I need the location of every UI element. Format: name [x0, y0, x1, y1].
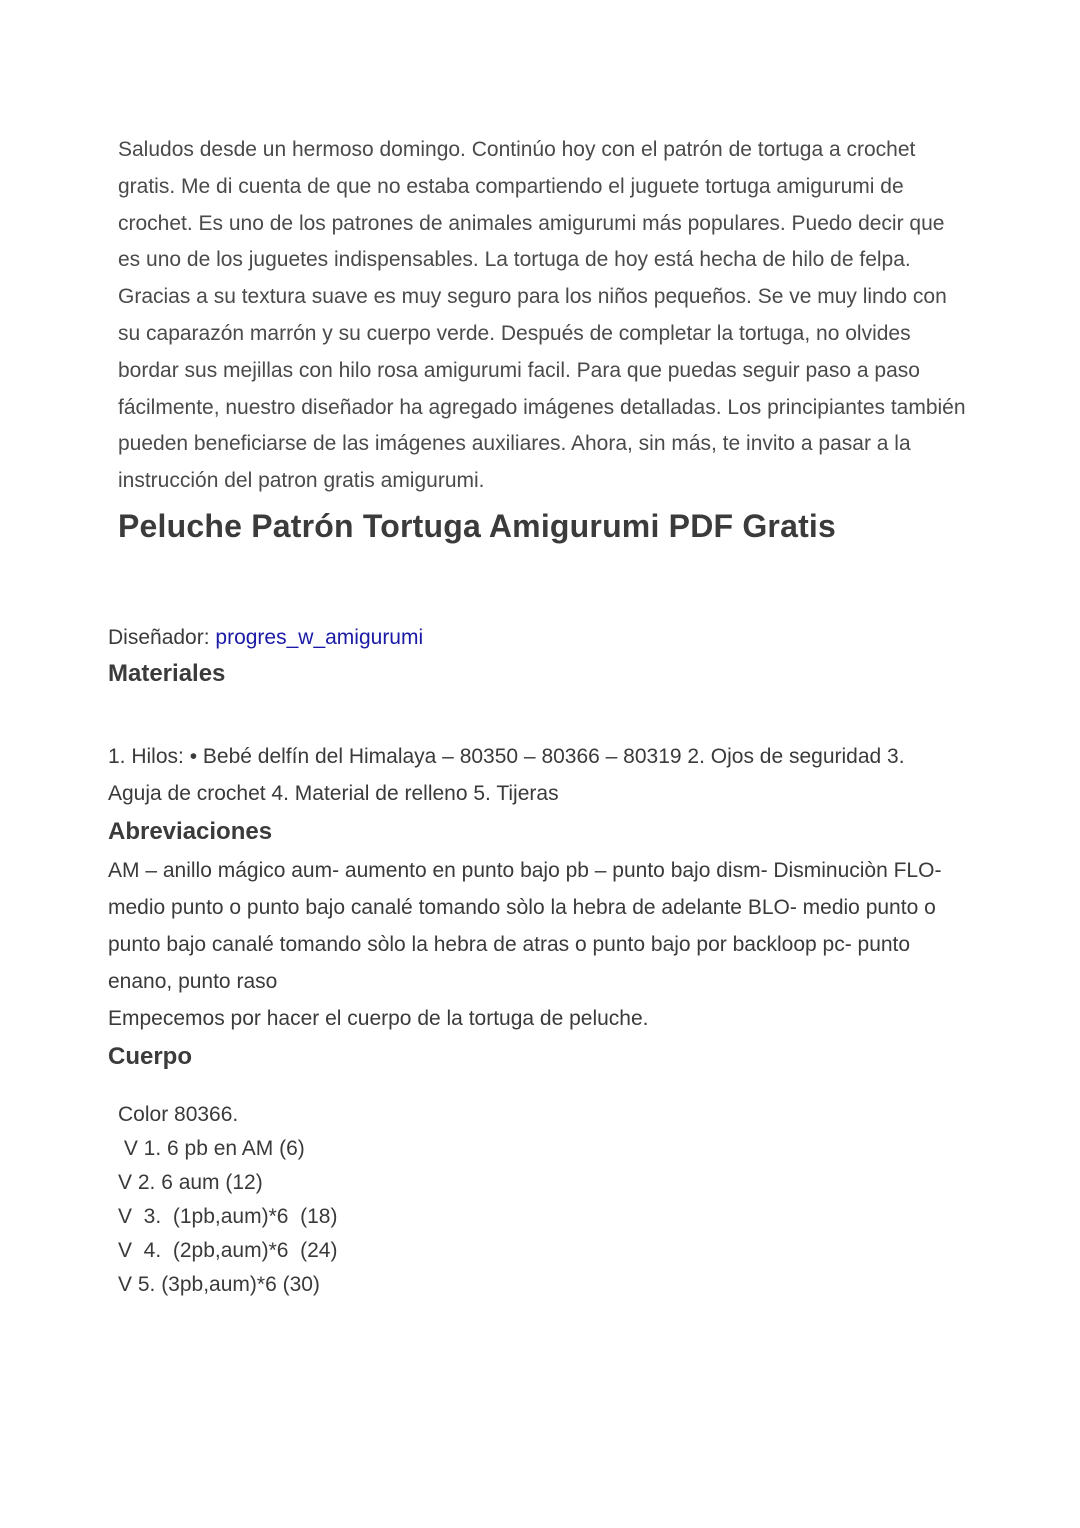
round-line: Color 80366. [118, 1103, 239, 1126]
body-rounds-list [118, 1098, 337, 1302]
round-line: V 2. 6 aum (12) [118, 1171, 263, 1194]
body-heading: Cuerpo [108, 1043, 192, 1070]
round-line: V 1. 6 pb en AM (6) [118, 1137, 305, 1160]
materials-text: 1. Hilos: • Bebé delfín del Himalaya – 80350 – 80366 – 80319 2. Ojos de seguridad 3. Aguja de crochet 4. Material de relleno 5. Tijeras [108, 745, 905, 805]
designer-link[interactable]: progres_w_amigurumi [215, 626, 424, 649]
round-line: V 4. (2pb,aum)*6 (24) [118, 1239, 338, 1262]
materials-heading: Materiales [108, 660, 226, 687]
round-line: V 3. (1pb,aum)*6 (18) [118, 1205, 338, 1228]
intro-paragraph: Saludos desde un hermoso domingo. Continúo hoy con el patrón de tortuga a crochet gratis. Me di cuenta de que no estaba compartiendo el juguete tortuga amigurumi de crochet. Es uno de los patrones de animales amigurumi más populares. Puedo decir que es uno de los juguetes indispensables. La tortuga de hoy está hecha de hilo de felpa. Gracias a su textura suave es muy seguro para los niños pequeños. Se ve muy lindo con su caparazón marrón y su cuerpo verde. Después de completar la tortuga, no olvides bordar sus mejillas con hilo rosa amigurumi facil. Para que puedas seguir paso a paso fácilmente, nuestro diseñador ha agregado imágenes detalladas. Los principiantes también pueden beneficiarse de las imágenes auxiliares. Ahora, sin más, te invito a pasar a la instrucción del patron gratis amigurumi. [118, 138, 966, 493]
page-title: Peluche Patrón Tortuga Amigurumi PDF Gratis [118, 508, 837, 544]
designer-line [108, 626, 423, 650]
round-line: V 5. (3pb,aum)*6 (30) [118, 1273, 320, 1296]
abbreviations-text: AM – anillo mágico aum- aumento en punto bajo pb – punto bajo dism- Disminuciòn FLO- medio punto o punto bajo canalé tomando sòlo la hebra de adelante BLO- medio punto o punto bajo canalé tomando sòlo la hebra de atras o punto bajo por backloop pc- punto enano, punto raso [108, 859, 942, 993]
start-instruction: Empecemos por hacer el cuerpo de la tortuga de peluche. [108, 1007, 649, 1030]
designer-label: Diseñador: [108, 626, 216, 649]
abbreviations-heading: Abreviaciones [108, 818, 273, 845]
